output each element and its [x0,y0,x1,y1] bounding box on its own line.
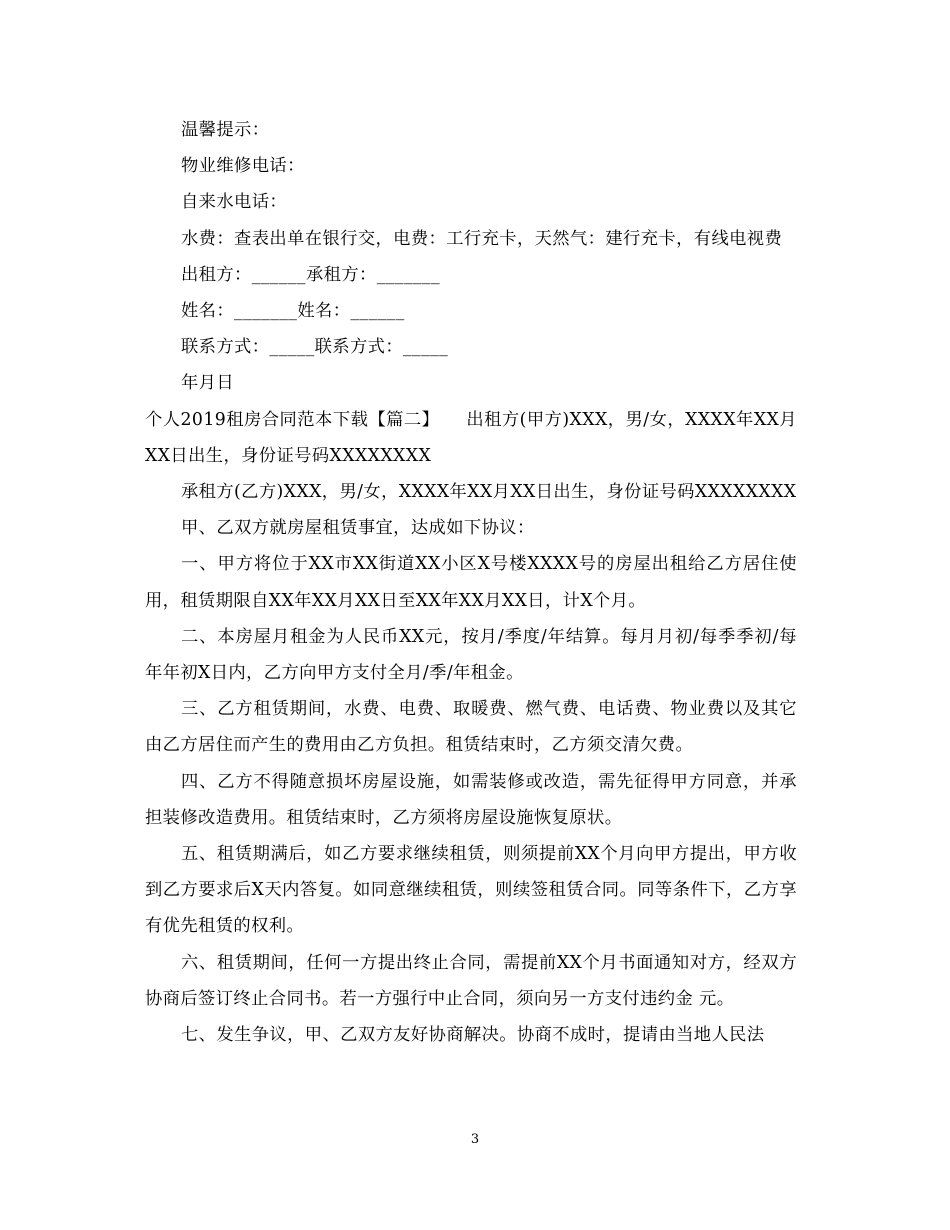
paragraph: 甲、乙双方就房屋租赁事宜，达成如下协议： [181,518,535,539]
document-body [145,112,797,1053]
paragraph: 年月日 [181,373,235,394]
paragraph: 物业维修电话： [181,156,305,177]
paragraph: 自来水电话： [181,192,288,213]
clause-paragraph: 一、甲方将位于XX市XX街道XX小区X号楼XXXX号的房屋出租给乙方居住使用，租赁期限自XX年XX月XX日至XX年XX月XX日，计X个月。 [145,554,797,611]
paragraph: 联系方式：_____联系方式：_____ [181,337,449,358]
clause-paragraph: 二、本房屋月租金为人民币XX元，按月/季度/年结算。每月月初/每季季初/每年年初X日内，乙方向甲方支付全月/季/年租金。 [145,626,797,684]
clause-paragraph: 三、乙方租赁期间，水费、电费、取暖费、燃气费、电话费、物业费以及其它由乙方居住而产生的费用由乙方负担。租赁结束时，乙方须交清欠费。 [145,699,797,756]
clause-paragraph: 四、乙方不得随意损坏房屋设施，如需装修或改造，需先征得甲方同意，并承担装修改造费用。租赁结束时，乙方须将房屋设施恢复原状。 [145,771,797,828]
page-number: 3 [470,1132,480,1147]
paragraph: 出租方：______承租方：_______ [181,264,440,285]
paragraph: 水费：查表出单在银行交，电费：工行充卡，天然气：建行充卡，有线电视费 [181,228,783,249]
paragraph: 承租方(乙方)XXX，男/女，XXXX年XX月XX日出生，身份证号码XXXXXXXX [181,482,797,503]
clause-paragraph: 六、租赁期间，任何一方提出终止合同，需提前XX个月书面通知对方，经双方协商后签订终止合同书。若一方强行中止合同，须向另一方支付违约金 元。 [145,952,797,1009]
clause-paragraph: 七、发生争议，甲、乙双方友好协商解决。协商不成时，提请由当地人民法 [181,1025,765,1046]
clause-paragraph: 五、租赁期满后，如乙方要求继续租赁，则须提前XX个月向甲方提出，甲方收到乙方要求后X天内答复。如同意继续租赁，则续签租赁合同。同等条件下，乙方享有优先租赁的权利。 [145,844,797,937]
paragraph: 温馨提示： [181,120,270,140]
paragraph: 姓名：_______姓名：______ [181,301,405,322]
section-heading-paragraph: 个人2019租房合同范本下载【篇二】 出租方(甲方)XXX，男/女，XXXX年XX月XX日出生，身份证号码XXXXXXXX [145,409,797,466]
